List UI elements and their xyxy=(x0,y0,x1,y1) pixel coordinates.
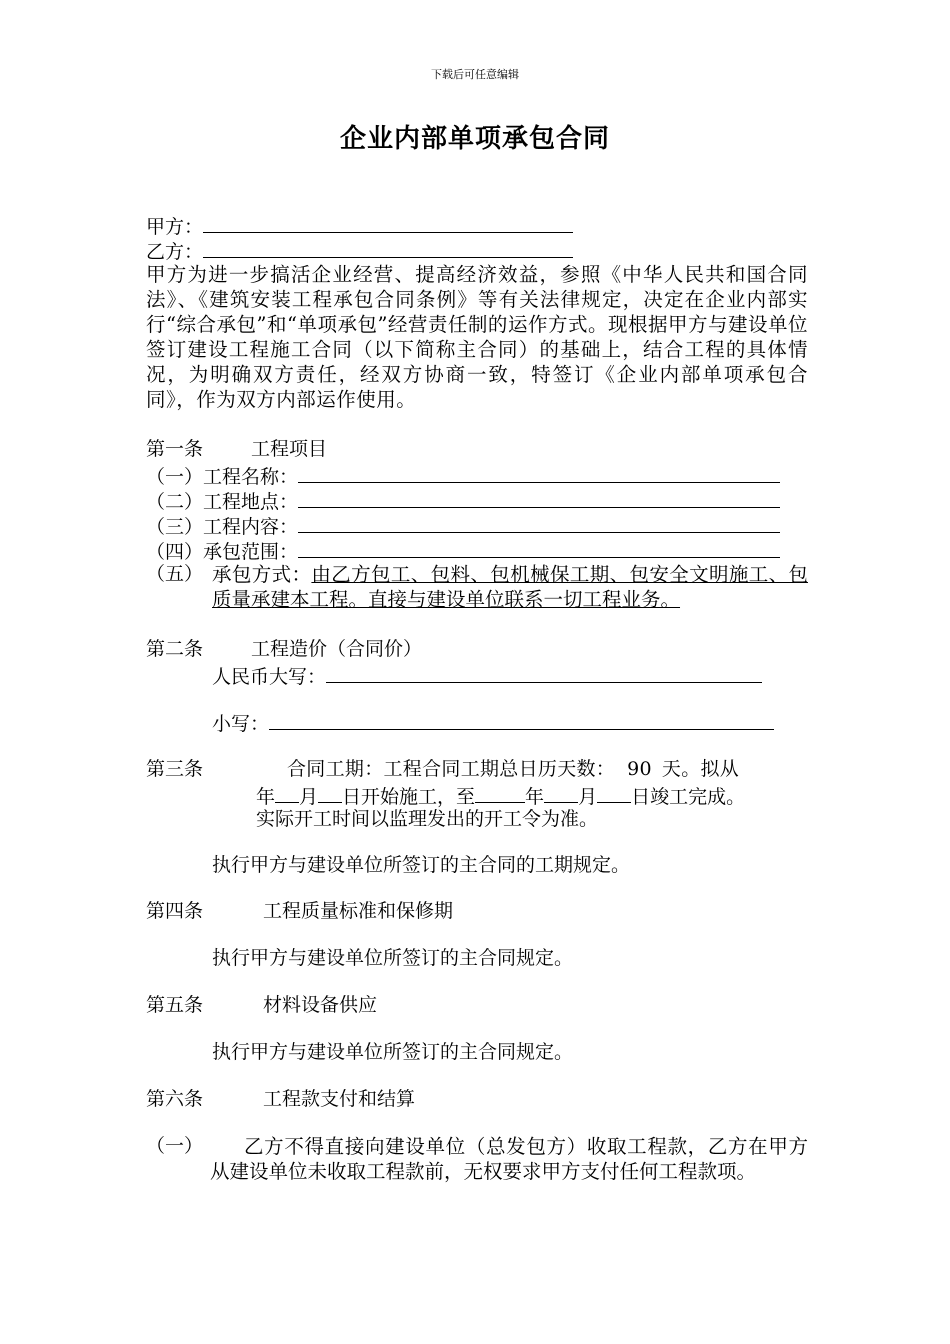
item-number: （二） xyxy=(146,491,204,513)
item-label: 承包范围： xyxy=(203,541,299,563)
article-3-line-2 xyxy=(256,782,745,810)
preamble-paragraph: 甲方为进一步搞活企业经营、提高经济效益，参照《中华人民共和国合同法》、《建筑安装工程承包合同条例》等有关法律规定，决定在企业内部实行“综合承包”和“单项承包”经营责任制的运作方式。现根据甲方与建设单位签订建设工程施工合同（以下简称主合同）的基础上，结合工程的具体情况，为明确双方责任，经双方协商一致，特签订《企业内部单项承包合同》，作为双方内部运作使用。 xyxy=(146,263,808,411)
article-4-title: 工程质量标准和保修期 xyxy=(263,900,454,922)
project-content-blank[interactable] xyxy=(298,512,780,533)
article-3-number: 第三条 xyxy=(146,758,204,780)
start-month-blank[interactable] xyxy=(275,782,299,803)
start-day-blank[interactable] xyxy=(318,782,342,803)
rmb-upper-blank[interactable] xyxy=(326,662,762,683)
contract-method-text: 由乙方包工、包料、包机械保工期、包安全文明施工、包质量承建本工程。直接与建设单位联系一切工程业务。 xyxy=(212,563,808,611)
article-2-number: 第二条 xyxy=(146,638,204,660)
art1-item-5-number: （五） xyxy=(146,563,204,585)
end-month-blank[interactable] xyxy=(544,782,578,803)
duration-text: 合同工期：工程合同工期总日历天数： xyxy=(287,758,616,780)
article-3-line-3: 实际开工时间以监理发出的开工令为准。 xyxy=(256,808,599,830)
month-label: 月 xyxy=(578,786,598,808)
art1-item-5-body xyxy=(212,562,808,612)
duration-days: 90 xyxy=(627,758,652,780)
project-location-blank[interactable] xyxy=(298,487,780,508)
article-2-heading xyxy=(146,637,422,662)
rmb-lower-label: 小写： xyxy=(212,713,270,735)
item-label: 工程地点： xyxy=(203,491,299,513)
rmb-lower-line xyxy=(212,709,774,737)
article-1-number: 第一条 xyxy=(146,438,204,460)
article-4-body: 执行甲方与建设单位所签订的主合同规定。 xyxy=(212,947,574,969)
article-6-heading xyxy=(146,1087,415,1112)
article-3-line-1 xyxy=(287,757,739,782)
art6-item-1-number: （一） xyxy=(146,1135,204,1157)
article-6-number: 第六条 xyxy=(146,1088,204,1110)
article-5-body: 执行甲方与建设单位所签订的主合同规定。 xyxy=(212,1041,574,1063)
party-a-line xyxy=(146,212,573,240)
party-a-label: 甲方： xyxy=(146,216,204,238)
item-label: 工程内容： xyxy=(203,516,299,538)
party-a-blank[interactable] xyxy=(203,212,573,233)
document-title: 企业内部单项承包合同 xyxy=(339,124,610,154)
party-b-line xyxy=(146,237,573,265)
item-label: 工程名称： xyxy=(203,466,299,488)
article-1-heading xyxy=(146,437,327,462)
end-day-blank[interactable] xyxy=(597,782,631,803)
art1-item-2 xyxy=(146,487,780,515)
article-5-title: 材料设备供应 xyxy=(263,994,378,1016)
end-year-blank[interactable] xyxy=(475,782,525,803)
month-label: 月 xyxy=(299,786,319,808)
article-3-line-4: 执行甲方与建设单位所签订的主合同的工期规定。 xyxy=(212,854,631,876)
art1-item-4 xyxy=(146,537,780,565)
duration-text-2: 天。拟从 xyxy=(661,758,740,780)
article-6-title: 工程款支付和结算 xyxy=(263,1088,416,1110)
art1-item-1 xyxy=(146,462,780,490)
rmb-lower-blank[interactable] xyxy=(269,709,774,730)
item-number: （三） xyxy=(146,516,204,538)
year-label: 年 xyxy=(256,786,276,808)
party-b-label: 乙方： xyxy=(146,241,204,263)
year-label: 年 xyxy=(525,786,545,808)
page-header-note: 下载后可任意编辑 xyxy=(431,68,519,81)
item-5-label: 承包方式： xyxy=(212,563,312,586)
project-name-blank[interactable] xyxy=(298,462,780,483)
rmb-upper-label: 人民币大写： xyxy=(212,666,327,688)
article-5-heading xyxy=(146,993,377,1018)
end-text: 日竣工完成。 xyxy=(631,786,746,808)
article-4-number: 第四条 xyxy=(146,900,204,922)
article-4-heading xyxy=(146,899,453,924)
rmb-upper-line xyxy=(212,662,762,690)
art6-item-1-body: 乙方不得直接向建设单位（总发包方）收取工程款，乙方在甲方从建设单位未收取工程款前，无权要求甲方支付任何工程款项。 xyxy=(210,1135,808,1183)
start-text: 日开始施工，至 xyxy=(342,786,476,808)
article-2-title: 工程造价（合同价） xyxy=(251,638,423,660)
article-1-title: 工程项目 xyxy=(251,438,328,460)
contract-scope-blank[interactable] xyxy=(298,537,780,558)
art1-item-3 xyxy=(146,512,780,540)
party-b-blank[interactable] xyxy=(203,237,573,258)
item-number: （四） xyxy=(146,541,204,563)
item-number: （一） xyxy=(146,466,204,488)
article-5-number: 第五条 xyxy=(146,994,204,1016)
